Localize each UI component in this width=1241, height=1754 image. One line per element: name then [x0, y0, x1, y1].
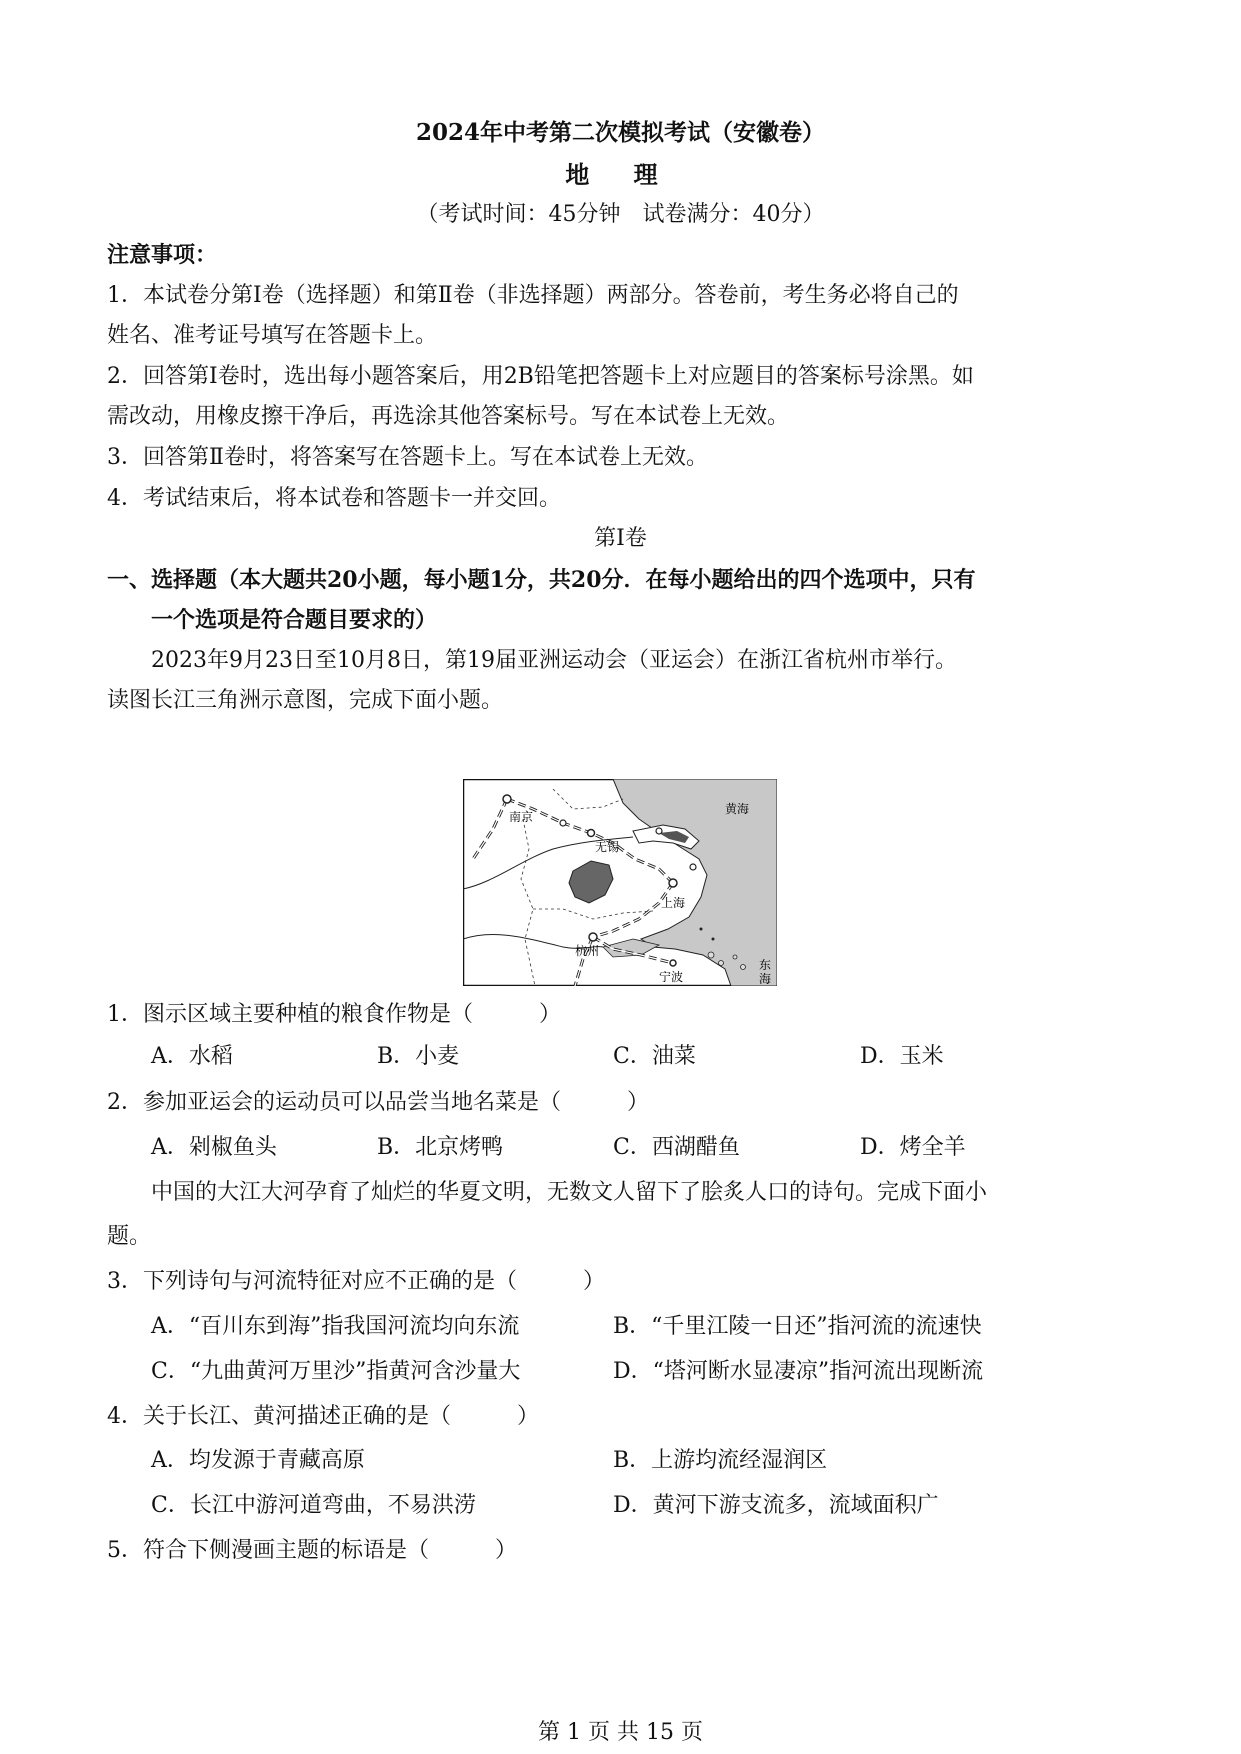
- question-1-option-c: C．油菜: [613, 1044, 696, 1069]
- question-1-option-d: D．玉米: [860, 1044, 944, 1069]
- question-1-option-b: B．小麦: [377, 1044, 460, 1069]
- exam-info: （考试时间：45分钟 试卷满分：40分）: [416, 202, 825, 227]
- question-3-option-c: C．“九曲黄河万里沙”指黄河含沙量大: [151, 1359, 521, 1384]
- question-4-stem: 4．关于长江、黄河描述正确的是（ ）: [107, 1404, 539, 1429]
- exam-title: 2024年中考第二次模拟考试（安徽卷）: [415, 119, 825, 146]
- question-2-option-c: C．西湖醋鱼: [613, 1135, 740, 1160]
- question-2-option-b: B．北京烤鸭: [377, 1135, 504, 1160]
- question-1-option-a: A．水稻: [151, 1044, 233, 1069]
- intro-paragraph-2: 中国的大江大河孕育了灿烂的华夏文明，无数文人留下了脍炙人口的诗句。完成下面小: [151, 1180, 988, 1205]
- question-3-option-b: B．“千里江陵一日还”指河流的流速快: [613, 1314, 982, 1339]
- question-2-option-d: D．烤全羊: [860, 1135, 966, 1160]
- question-4-option-b: B．上游均流经湿润区: [613, 1448, 828, 1473]
- question-4-option-d: D．黄河下游支流多，流域面积广: [613, 1493, 939, 1518]
- notice-item: 需改动，用橡皮擦干净后，再选涂其他答案标号。写在本试卷上无效。: [107, 404, 790, 429]
- section-heading-cont: 一个选项是符合题目要求的）: [151, 607, 438, 633]
- map-label-huanghai: 黄海: [725, 802, 750, 816]
- map-label-donghai: 海: [759, 972, 772, 986]
- intro-paragraph-2-cont: 题。: [107, 1224, 152, 1249]
- subject-title: 地 理: [565, 160, 676, 189]
- question-4-option-c: C．长江中游河道弯曲，不易洪涝: [151, 1493, 476, 1518]
- notice-heading: 注意事项：: [107, 242, 218, 268]
- intro-paragraph-cont: 读图长江三角洲示意图，完成下面小题。: [107, 688, 504, 713]
- notice-item: 4．考试结束后，将本试卷和答题卡一并交回。: [107, 486, 561, 511]
- question-5-stem: 5．符合下侧漫画主题的标语是（ ）: [107, 1538, 517, 1563]
- section-heading: 一、选择题（本大题共20小题，每小题1分，共20分．在每小题给出的四个选项中，只有: [107, 567, 976, 593]
- question-4-option-a: A．均发源于青藏高原: [151, 1448, 365, 1473]
- volume-label: 第Ⅰ卷: [594, 526, 647, 551]
- question-1-stem: 1．图示区域主要种植的粮食作物是（ ）: [107, 1002, 561, 1027]
- map-label-hangzhou: 杭州: [575, 944, 600, 958]
- map-label-shanghai: 上海: [661, 896, 686, 910]
- page-footer: 第 1 页 共 15 页: [538, 1720, 703, 1745]
- map-label-wuxi: 无锡: [595, 840, 620, 854]
- question-3-option-d: D．“塔河断水显凄凉”指河流出现断流: [613, 1359, 984, 1384]
- notice-item: 2．回答第Ⅰ卷时，选出每小题答案后，用2B铅笔把答题卡上对应题目的答案标号涂黑。如: [107, 364, 974, 389]
- question-2-stem: 2．参加亚运会的运动员可以品尝当地名菜是（ ）: [107, 1090, 649, 1115]
- notice-item: 3．回答第Ⅱ卷时，将答案写在答题卡上。写在本试卷上无效。: [107, 445, 708, 470]
- question-3-option-a: A．“百川东到海”指我国河流均向东流: [151, 1314, 520, 1339]
- notice-item: 1．本试卷分第Ⅰ卷（选择题）和第Ⅱ卷（非选择题）两部分。答卷前，考生务必将自己的: [107, 283, 959, 308]
- question-2-option-a: A．剁椒鱼头: [151, 1135, 277, 1160]
- map-label-ningbo: 宁波: [659, 970, 684, 984]
- question-3-stem: 3．下列诗句与河流特征对应不正确的是（ ）: [107, 1269, 605, 1294]
- notice-item: 姓名、准考证号填写在答题卡上。: [107, 323, 438, 348]
- intro-paragraph: 2023年9月23日至10月8日，第19届亚洲运动会（亚运会）在浙江省杭州市举行。: [151, 648, 957, 673]
- map-label-nanjing: 南京: [509, 810, 534, 824]
- yangtze-delta-map: [463, 779, 777, 986]
- map-label-donghai: 东: [759, 958, 772, 972]
